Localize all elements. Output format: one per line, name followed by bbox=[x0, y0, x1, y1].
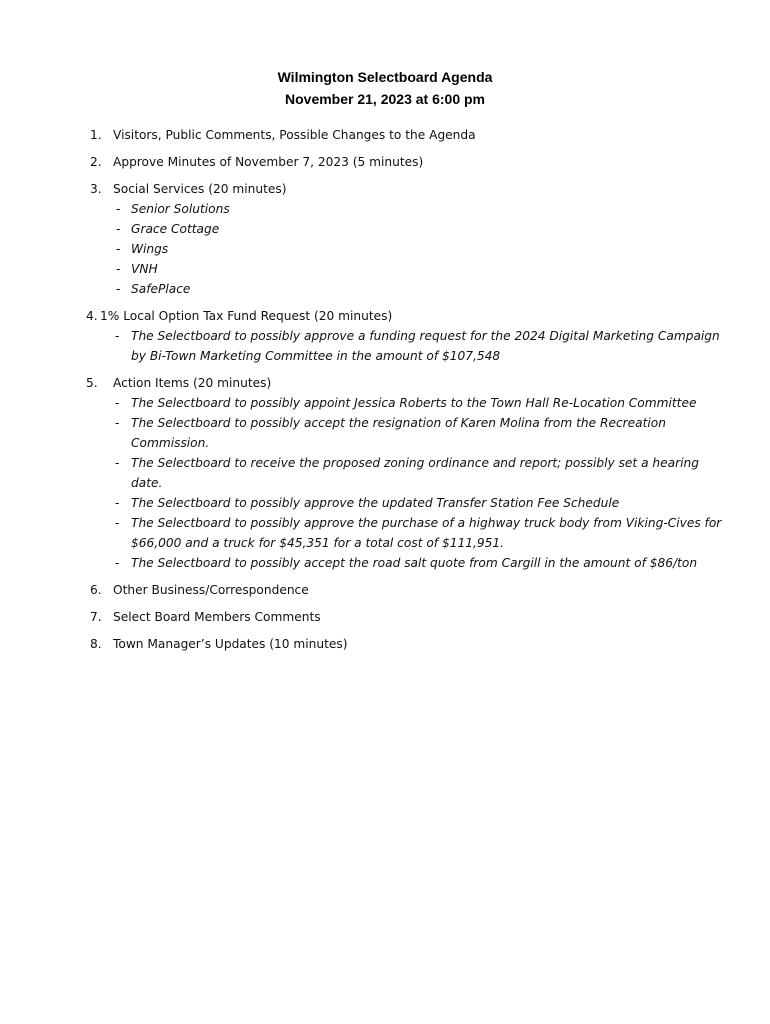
agenda-item-5 bbox=[84, 373, 724, 573]
dash-marker: - bbox=[115, 396, 120, 410]
sub-item-text: Grace Cottage bbox=[131, 222, 220, 236]
dash-marker: - bbox=[115, 516, 120, 530]
sub-list bbox=[84, 326, 724, 366]
sub-item bbox=[113, 493, 724, 513]
agenda-item-6 bbox=[84, 580, 724, 600]
sub-item bbox=[113, 239, 724, 259]
sub-item-text: Senior Solutions bbox=[131, 202, 230, 216]
sub-list bbox=[84, 393, 724, 573]
item-number: 7. bbox=[90, 610, 102, 624]
agenda-item-2 bbox=[84, 152, 724, 172]
sub-item bbox=[113, 326, 724, 366]
dash-marker: - bbox=[115, 456, 120, 470]
item-label: Other Business/Correspondence bbox=[113, 583, 309, 597]
sub-item bbox=[113, 453, 724, 493]
agenda-list bbox=[84, 125, 724, 661]
item-label: Approve Minutes of November 7, 2023 (5 minutes) bbox=[113, 155, 424, 169]
item-label: Select Board Members Comments bbox=[113, 610, 321, 624]
meeting-date: November 21, 2023 at 6:00 pm bbox=[285, 91, 485, 107]
dash-marker: - bbox=[115, 556, 120, 570]
sub-item bbox=[113, 513, 724, 553]
dash-marker: - bbox=[116, 222, 121, 236]
sub-item bbox=[113, 199, 724, 219]
sub-item bbox=[113, 219, 724, 239]
dash-marker: - bbox=[115, 496, 120, 510]
item-label: Social Services (20 minutes) bbox=[113, 182, 287, 196]
item-number: 2. bbox=[90, 155, 102, 169]
page-title: Wilmington Selectboard Agenda bbox=[277, 69, 493, 85]
agenda-item-7 bbox=[84, 607, 724, 627]
sub-item bbox=[113, 413, 724, 453]
dash-marker: - bbox=[116, 202, 121, 216]
agenda-item-4 bbox=[84, 306, 724, 366]
item-number: 5. bbox=[86, 376, 98, 390]
sub-item-text: The Selectboard to possibly approve the purchase of a highway truck body from Viking-Cives for $66,000 and a truck for $45,351 for a total cost of $111,951. bbox=[131, 516, 722, 550]
item-label: 1% Local Option Tax Fund Request (20 minutes) bbox=[100, 309, 393, 323]
agenda-item-8 bbox=[84, 634, 724, 654]
item-number: 6. bbox=[90, 583, 102, 597]
dash-marker: - bbox=[116, 262, 121, 276]
dash-marker: - bbox=[115, 329, 120, 343]
item-label: Action Items (20 minutes) bbox=[113, 376, 272, 390]
sub-list bbox=[84, 199, 724, 299]
sub-item-text: The Selectboard to possibly accept the resignation of Karen Molina from the Recreation Commission. bbox=[131, 416, 666, 450]
item-label: Town Manager’s Updates (10 minutes) bbox=[113, 637, 348, 651]
sub-item-text: The Selectboard to receive the proposed zoning ordinance and report; possibly set a hearing date. bbox=[131, 456, 699, 490]
sub-item-text: Wings bbox=[131, 242, 169, 256]
sub-item-text: VNH bbox=[131, 262, 158, 276]
item-number: 4. bbox=[86, 309, 98, 323]
agenda-item-1 bbox=[84, 125, 724, 145]
agenda-item-3 bbox=[84, 179, 724, 299]
sub-item bbox=[113, 553, 724, 573]
dash-marker: - bbox=[115, 416, 120, 430]
sub-item-text: The Selectboard to possibly accept the road salt quote from Cargill in the amount of $86/ton bbox=[131, 556, 698, 570]
sub-item-text: The Selectboard to possibly appoint Jessica Roberts to the Town Hall Re-Location Committee bbox=[131, 396, 697, 410]
sub-item bbox=[113, 393, 724, 413]
sub-item bbox=[113, 259, 724, 279]
title-block bbox=[0, 66, 770, 110]
item-number: 3. bbox=[90, 182, 102, 196]
item-number: 1. bbox=[90, 128, 102, 142]
sub-item-text: SafePlace bbox=[131, 282, 191, 296]
dash-marker: - bbox=[116, 242, 121, 256]
item-label: Visitors, Public Comments, Possible Changes to the Agenda bbox=[113, 128, 476, 142]
dash-marker: - bbox=[116, 282, 121, 296]
sub-item-text: The Selectboard to possibly approve a funding request for the 2024 Digital Marketing Campaign by Bi-Town Marketing Committee in the amount of $107,548 bbox=[131, 329, 720, 363]
item-number: 8. bbox=[90, 637, 102, 651]
sub-item bbox=[113, 279, 724, 299]
sub-item-text: The Selectboard to possibly approve the updated Transfer Station Fee Schedule bbox=[131, 496, 620, 510]
